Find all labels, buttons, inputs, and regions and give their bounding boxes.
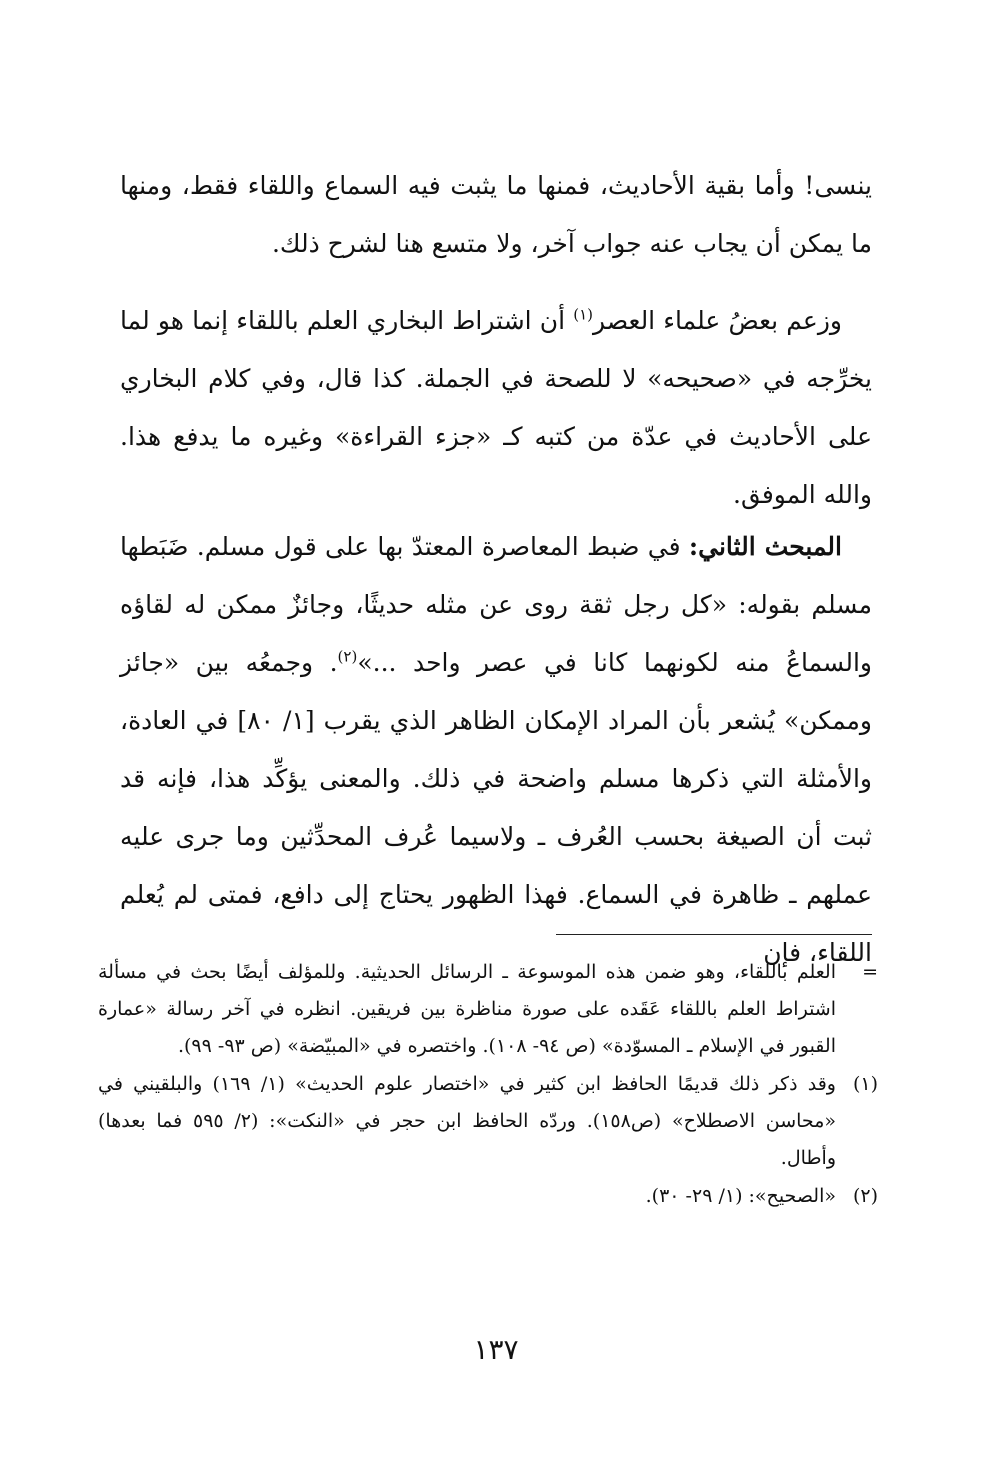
paragraph-2-text [120,292,872,524]
section-heading: المبحث الثاني: [688,532,842,561]
main-paragraph-1 [120,157,872,273]
paragraph-2-rest: أن اشتراط البخاري العلم باللقاء إنما هو لما يخرِّجه في «صحيحه» لا للصحة في الجملة. كذا قال، وفي كلام البخاري على الأحاديث في عدّة من كتبه كـ «جزء القراءة» وغيره ما يدفع هذا. والله الموفق. [120,306,872,509]
paragraph-1-text: ينسى! وأما بقية الأحاديث، فمنها ما يثبت فيه السماع واللقاء فقط، ومنها ما يمكن أن يجاب عنه جواب آخر، ولا متسع هنا لشرح ذلك. [120,171,872,258]
paragraph-2-start: وزعم بعضُ علماء العصر [593,306,842,335]
footnote-ref-1: (١) [573,305,594,324]
footnote-2 [98,1178,878,1215]
footnote-continuation [98,954,878,1065]
footnote-1 [98,1066,878,1177]
footnote-text: «الصحيح»: (١/ ٢٩- ٣٠). [645,1185,836,1207]
footnote-divider [556,934,872,935]
paragraph-3-rest: . وجمعُه بين «جائز وممكن» يُشعر بأن المراد الإمكان الظاهر الذي يقرب [١/ ٨٠] في العادة، والأمثلة التي ذكرها مسلم واضحة في ذلك. والمعنى يؤكِّد هذا، فإنه قد ثبت أن الصيغة بحسب العُرف ـ ولاسيما عُرف المحدِّثين وما جرى عليه عملهم ـ ظاهرة في السماع. فهذا الظهور يحتاج إلى دافع، فمتى لم يُعلم اللقاء، فإن [120,648,872,967]
main-paragraph-3 [120,518,872,982]
paragraph-3-start: في ضبط المعاصرة المعتدّ بها على قول مسلم. ضَبَطها مسلم بقوله: «كل رجل ثقة روى عن مثله حديثًا، وجائزٌ ممكن له لقاؤه والسماعُ منه لكونهما كانا في عصر واحد ...» [120,532,872,677]
footnote-marker: = [862,961,878,983]
footnote-marker: (٢) [852,1185,878,1207]
page-number: ١٣٧ [473,1333,519,1366]
footnote-text: العلم باللقاء، وهو ضمن هذه الموسوعة ـ الرسائل الحديثية. وللمؤلف أيضًا بحث في مسألة اشتراط العلم باللقاء عَقَده على صورة مناظرة بين فريقين. انظره في آخر رسالة «عمارة القبور في الإسلام ـ المسوّدة» (ص ٩٤- ١٠٨). واختصره في «المبيّضة» (ص ٩٣- ٩٩). [98,961,836,1057]
footnote-text: وقد ذكر ذلك قديمًا الحافظ ابن كثير في «اختصار علوم الحديث» (١/ ١٦٩) والبلقيني في «محاسن الاصطلاح» (ص١٥٨). وردّه الحافظ ابن حجر في «النكت»: (٢/ ٥٩٥ فما بعدها) وأطال. [98,1073,836,1169]
paragraph-3-text [120,518,872,982]
footnote-marker: (١) [852,1073,878,1095]
main-paragraph-2 [120,292,872,524]
footnote-ref-2: (٢) [337,647,358,666]
footnotes [98,954,878,1216]
